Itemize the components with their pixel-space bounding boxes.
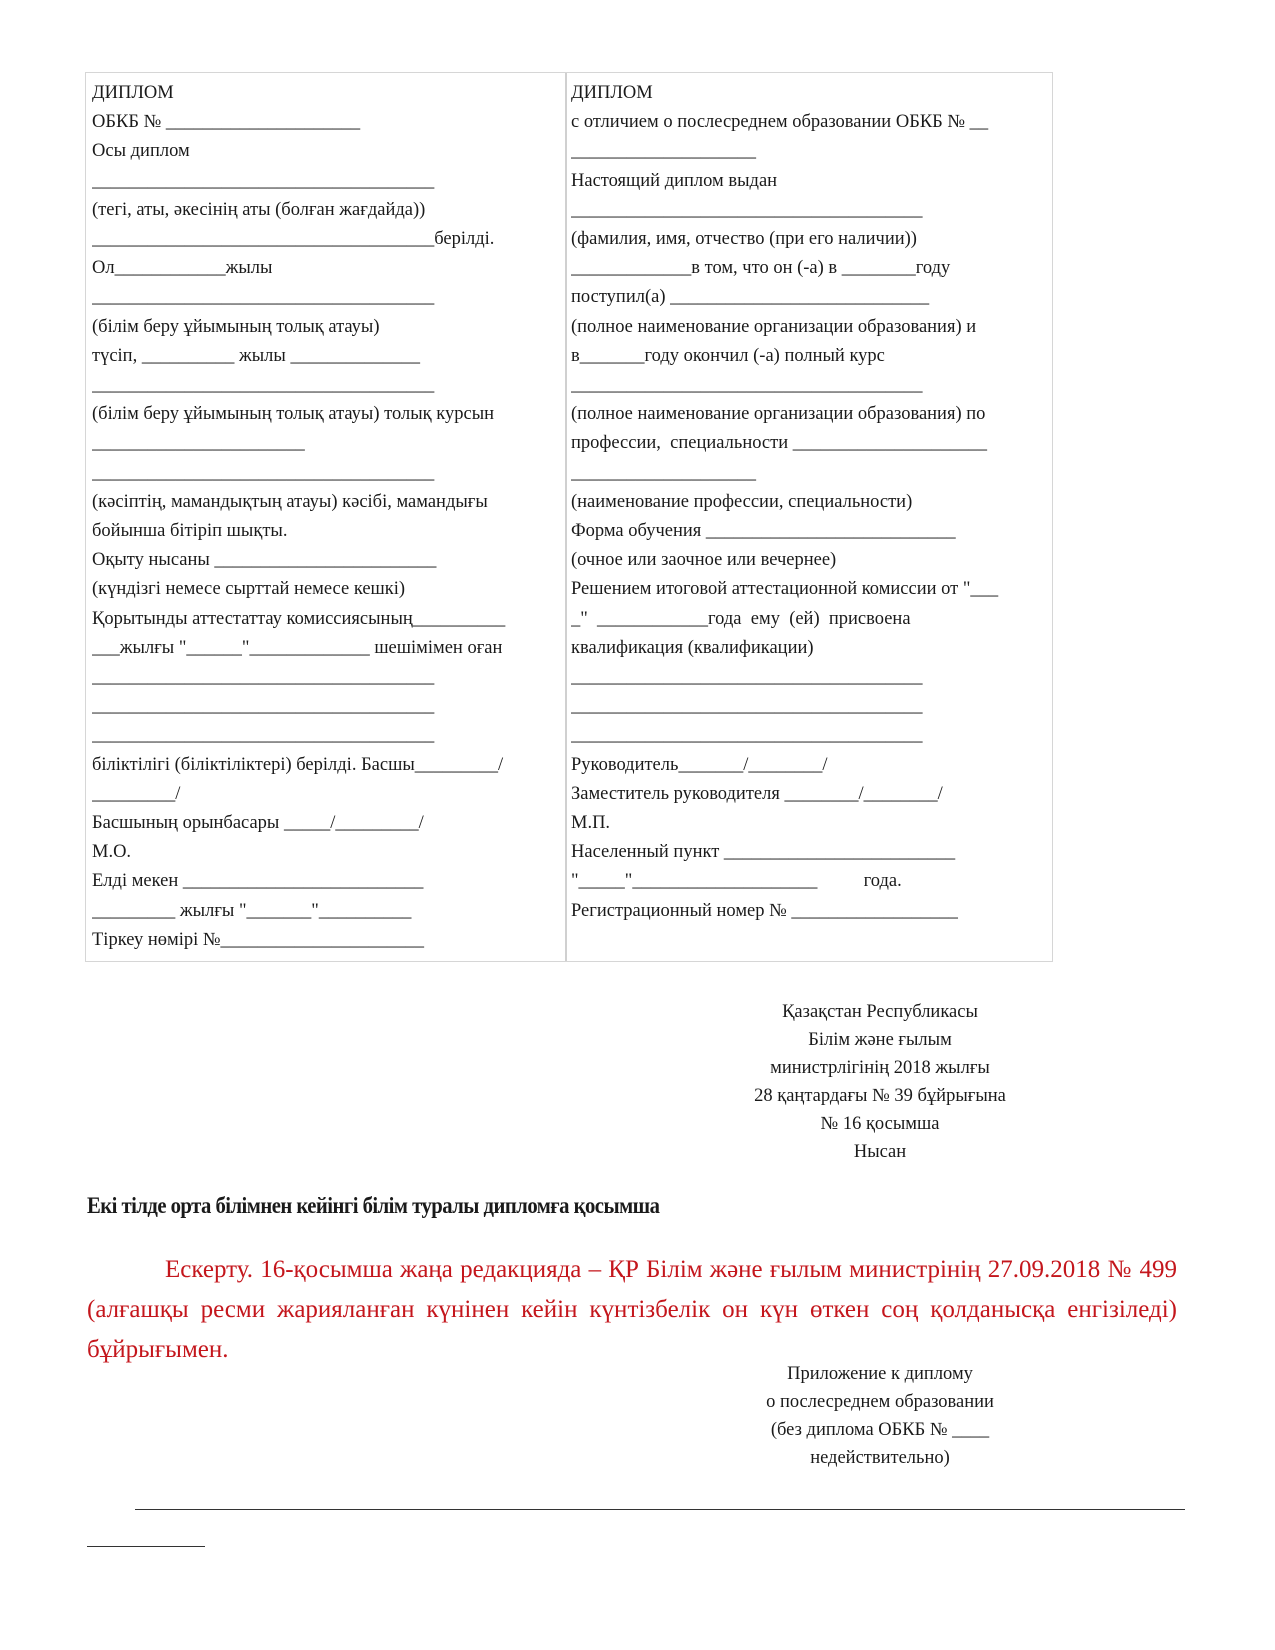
form-line: (білім беру ұйымының толық атауы) толық курсын — [92, 404, 495, 425]
form-line: _____________________________________ — [92, 696, 435, 717]
form-line: профессии, специальности _____________________ — [571, 433, 988, 454]
form-line: М.О. — [92, 842, 132, 863]
form-line: Басшының орынбасары _____/_________/ — [92, 813, 424, 834]
form-line: Осы диплом — [92, 141, 190, 162]
form-line: Настоящий диплом выдан — [571, 170, 778, 191]
form-line: ___жылғы "______"_____________ шешімімен оған — [92, 637, 503, 658]
form-line: (күндізгі немесе сырттай немесе кешкі) — [92, 579, 406, 600]
annex-header — [710, 1360, 1050, 1472]
form-line: Населенный пункт _________________________ — [571, 842, 956, 863]
approval-line: № 16 қосымша — [820, 1114, 940, 1134]
form-line: _____________________________________ — [92, 725, 435, 746]
form-line: _____________________________________ — [92, 287, 435, 308]
form-line: Регистрационный номер № __________________ — [571, 900, 958, 921]
form-line: _____________________________________ — [92, 375, 435, 396]
form-line: Форма обучения ___________________________ — [571, 521, 956, 542]
form-line: (фамилия, имя, отчество (при его наличии)) — [571, 229, 917, 250]
form-line: біліктілігі (біліктіліктері) берілді. Басшы_________/ — [92, 754, 504, 775]
form-line: (наименование профессии, специальности) — [571, 491, 913, 512]
russian-diploma-column — [567, 73, 1052, 961]
form-line: ____________________ — [571, 462, 756, 483]
form-line: ДИПЛОМ — [571, 83, 653, 103]
form-line: Елді мекен __________________________ — [92, 871, 424, 892]
form-line: (полное наименование организации образования) по — [571, 404, 986, 425]
form-line: (очное или заочное или вечернее) — [571, 550, 837, 571]
annex-line: (без диплома ОБКБ № ____ — [770, 1420, 990, 1440]
approval-line: Нысан — [853, 1142, 907, 1162]
form-line: _________ жылғы "_______"__________ — [92, 900, 412, 921]
form-line: поступил(а) ____________________________ — [571, 287, 930, 308]
diploma-form-table — [85, 72, 1053, 962]
blank-line-long — [135, 1509, 1185, 1510]
form-line: ______________________________________ — [571, 696, 923, 717]
form-line: с отличием о послесреднем образовании ОБКБ № __ — [571, 112, 989, 133]
form-line: _________/ — [92, 783, 181, 804]
form-line: ____________________ — [571, 141, 756, 162]
form-line: ______________________________________ — [571, 667, 923, 688]
form-line: Ол____________жылы — [92, 258, 273, 279]
form-line: бойынша бітіріп шықты. — [92, 521, 288, 542]
form-line: ______________________________________ — [571, 375, 923, 396]
form-line: Қорытынды аттестаттау комиссиясының__________ — [92, 608, 506, 629]
form-line: _" ____________года ему (ей) присвоена — [571, 608, 911, 629]
form-line: _____________________________________ — [92, 667, 435, 688]
form-line: Оқыту нысаны ________________________ — [92, 550, 437, 571]
form-line: квалификация (квалификации) — [571, 637, 814, 658]
form-line: (кәсіптің, мамандықтың атауы) кәсібі, мамандығы — [92, 491, 488, 512]
form-line: Тіркеу нөмірі №______________________ — [92, 929, 425, 950]
form-line: түсіп, __________ жылы ______________ — [92, 345, 420, 366]
approval-line: Қазақстан Республикасы — [782, 1002, 978, 1022]
approval-line: министрлігінің 2018 жылғы — [770, 1058, 990, 1078]
approval-line: Білім және ғылым — [808, 1030, 952, 1050]
annex-line: Приложение к диплому — [787, 1364, 973, 1384]
approval-block — [700, 998, 1060, 1166]
form-line: _____________в том, что он (-а) в ________году — [571, 258, 951, 279]
form-line: (білім беру ұйымының толық атауы) — [92, 316, 380, 337]
annex-line: о послесреднем образовании — [766, 1392, 994, 1412]
kazakh-diploma-column — [86, 73, 567, 961]
form-line: ОБКБ № _____________________ — [92, 112, 361, 133]
form-line: Решением итоговой аттестационной комиссии от "___ — [571, 579, 999, 600]
form-line: ДИПЛОМ — [92, 83, 174, 103]
approval-line: 28 қаңтардағы № 39 бұйрығына — [754, 1086, 1006, 1106]
form-line: ______________________________________ — [571, 725, 923, 746]
form-line: Руководитель_______/________/ — [571, 754, 828, 775]
form-line: _____________________________________берілді. — [92, 229, 495, 250]
amendment-note: Ескерту. 16-қосымша жаңа редакцияда – ҚР Білім және ғылым министрінің 27.09.2018 № 499 (алғашқы ресми жарияланған күнінен кейін күнтізбелік он күн өткен соң қолданысқа енгізіледі) бұйрығымен. — [87, 1256, 1177, 1363]
form-line: _____________________________________ — [92, 170, 435, 191]
form-line: ______________________________________ — [571, 199, 923, 220]
form-line: (полное наименование организации образования) и — [571, 316, 977, 337]
form-line: М.П. — [571, 813, 611, 834]
form-line: _______________________ — [92, 433, 305, 454]
blank-line-short — [87, 1546, 205, 1547]
form-line: в_______году окончил (-а) полный курс — [571, 345, 885, 366]
form-line: "_____"____________________ года. — [571, 871, 902, 892]
form-line: _____________________________________ — [92, 462, 435, 483]
form-line: (тегі, аты, әкесінің аты (болған жағдайда)) — [92, 199, 426, 220]
form-line: Заместитель руководителя ________/________/ — [571, 783, 943, 804]
document-title: Екі тілде орта білімнен кейінгі білім туралы дипломға қосымша — [87, 1193, 660, 1218]
annex-line: недействительно) — [810, 1448, 950, 1468]
